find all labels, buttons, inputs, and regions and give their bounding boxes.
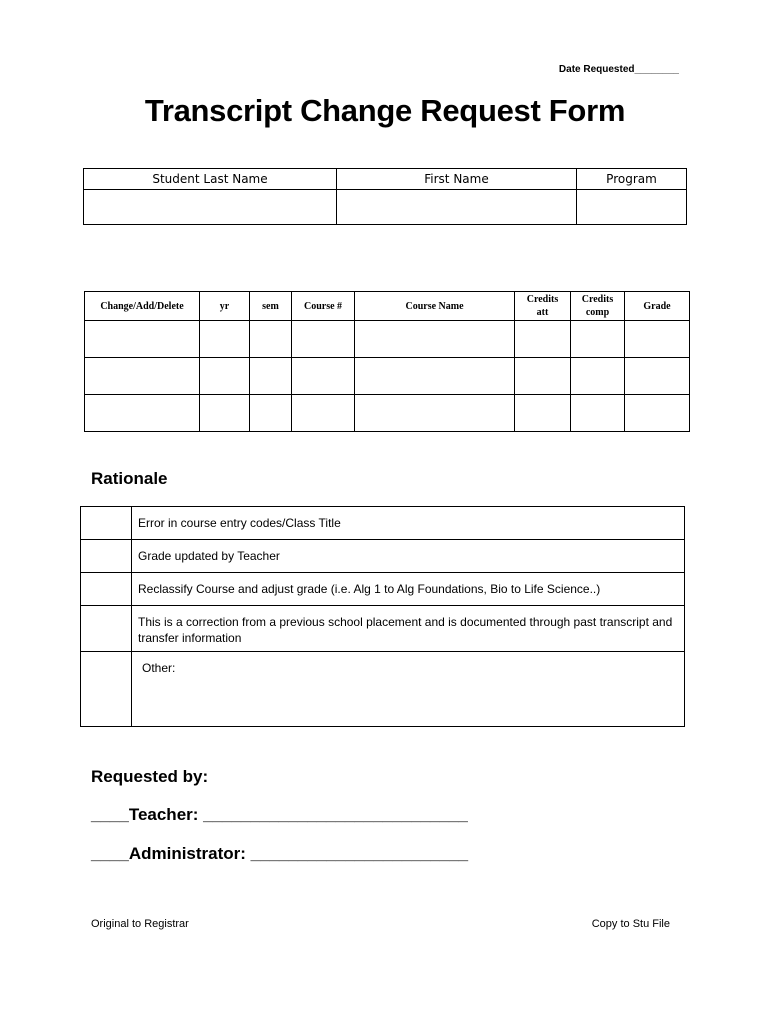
rationale-table <box>80 506 685 727</box>
teacher-signature-line[interactable]: ____Teacher: ____________________________ <box>91 805 468 824</box>
credits-comp-cell[interactable] <box>571 358 625 395</box>
rationale-option: Reclassify Course and adjust grade (i.e. Alg 1 to Alg Foundations, Bio to Life Science..) <box>132 573 685 606</box>
credits-comp-cell[interactable] <box>571 395 625 432</box>
course-name-header: Course Name <box>355 292 515 321</box>
yr-cell[interactable] <box>200 395 250 432</box>
grade-cell[interactable] <box>625 358 690 395</box>
change-add-delete-cell[interactable] <box>85 395 200 432</box>
program-cell[interactable] <box>577 190 687 225</box>
rationale-option: Grade updated by Teacher <box>132 540 685 573</box>
rationale-checkbox[interactable] <box>81 652 132 727</box>
sem-cell[interactable] <box>250 395 292 432</box>
course-name-cell[interactable] <box>355 395 515 432</box>
sem-cell[interactable] <box>250 358 292 395</box>
first-name-cell[interactable] <box>337 190 577 225</box>
credits-comp-header: Credits comp <box>571 292 625 321</box>
first-name-header: First Name <box>337 169 577 190</box>
program-header: Program <box>577 169 687 190</box>
yr-header: yr <box>200 292 250 321</box>
footer-original-note: Original to Registrar <box>91 918 189 930</box>
credits-att-header: Credits att <box>515 292 571 321</box>
credits-att-cell[interactable] <box>515 395 571 432</box>
student-last-name-cell[interactable] <box>84 190 337 225</box>
change-add-delete-cell[interactable] <box>85 358 200 395</box>
student-last-name-header: Student Last Name <box>84 169 337 190</box>
administrator-signature-line[interactable]: ____Administrator: _______________________ <box>91 844 469 863</box>
grade-cell[interactable] <box>625 321 690 358</box>
change-add-delete-header: Change/Add/Delete <box>85 292 200 321</box>
course-name-cell[interactable] <box>355 321 515 358</box>
rationale-checkbox[interactable] <box>81 573 132 606</box>
date-requested-field: Date Requested________ <box>558 64 679 75</box>
rationale-checkbox[interactable] <box>81 540 132 573</box>
course-number-cell[interactable] <box>292 395 355 432</box>
course-number-header: Course # <box>292 292 355 321</box>
rationale-checkbox[interactable] <box>81 606 132 652</box>
yr-cell[interactable] <box>200 321 250 358</box>
credits-att-cell[interactable] <box>515 321 571 358</box>
credits-att-cell[interactable] <box>515 358 571 395</box>
yr-cell[interactable] <box>200 358 250 395</box>
course-number-cell[interactable] <box>292 358 355 395</box>
rationale-other-option[interactable]: Other: <box>132 652 685 727</box>
course-row <box>85 395 690 432</box>
sem-cell[interactable] <box>250 321 292 358</box>
course-row <box>85 358 690 395</box>
rationale-heading: Rationale <box>91 469 168 488</box>
grade-header: Grade <box>625 292 690 321</box>
course-row <box>85 321 690 358</box>
change-add-delete-cell[interactable] <box>85 321 200 358</box>
course-name-cell[interactable] <box>355 358 515 395</box>
course-change-table <box>84 291 690 432</box>
rationale-option: Error in course entry codes/Class Title <box>132 507 685 540</box>
grade-cell[interactable] <box>625 395 690 432</box>
student-info-table <box>83 168 687 225</box>
requested-by-heading: Requested by: <box>91 767 209 786</box>
form-title: Transcript Change Request Form <box>144 93 626 128</box>
credits-comp-cell[interactable] <box>571 321 625 358</box>
sem-header: sem <box>250 292 292 321</box>
rationale-option: This is a correction from a previous school placement and is documented through past transcript and transfer information <box>132 606 685 652</box>
course-number-cell[interactable] <box>292 321 355 358</box>
rationale-checkbox[interactable] <box>81 507 132 540</box>
footer-copy-note: Copy to Stu File <box>591 918 670 930</box>
